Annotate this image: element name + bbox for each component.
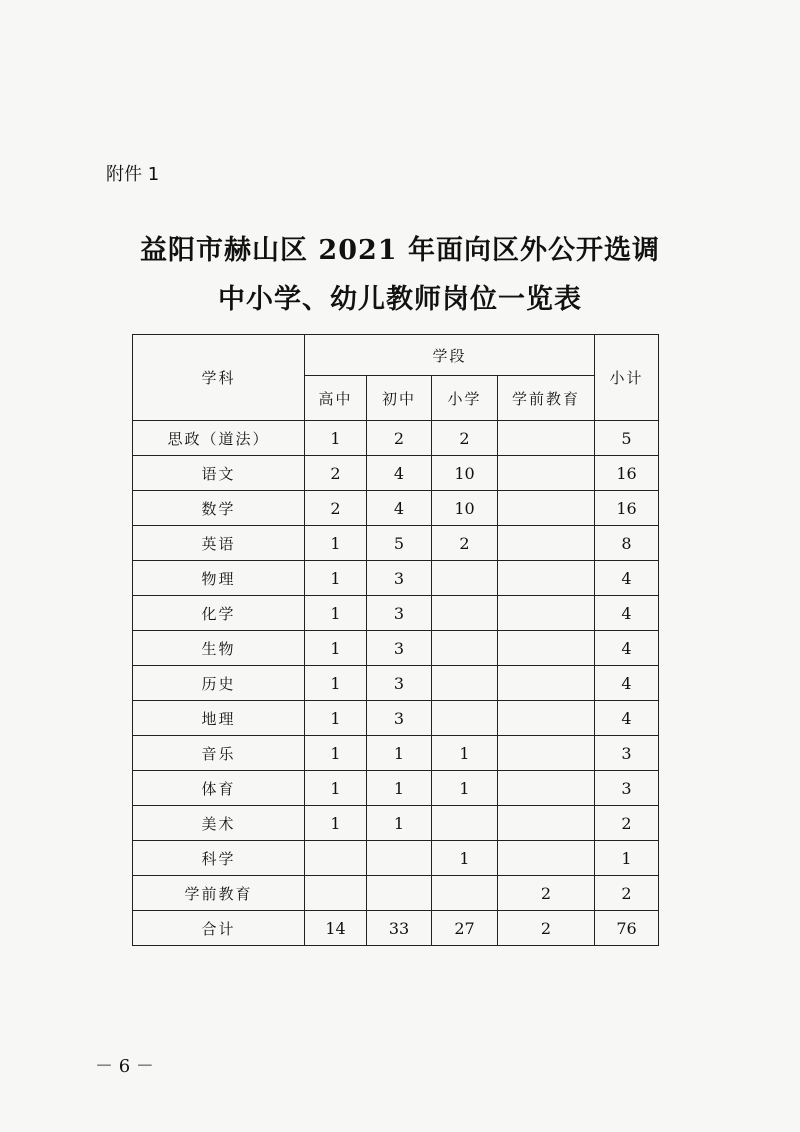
value-cell: 3 [367, 596, 432, 631]
table-row [133, 491, 659, 526]
subject-cell: 生物 [133, 631, 305, 666]
subtotal-cell: 76 [595, 911, 659, 946]
subject-cell: 体育 [133, 771, 305, 806]
value-cell: 1 [305, 736, 367, 771]
stage-header: 学段 [305, 335, 595, 376]
subject-cell: 物理 [133, 561, 305, 596]
page-number: － 6 － [95, 1056, 154, 1077]
value-cell: 3 [367, 561, 432, 596]
stage-col-header: 初中 [367, 376, 432, 421]
stage-col-header: 学前教育 [498, 376, 595, 421]
subtotal-cell: 1 [595, 841, 659, 876]
value-cell [498, 456, 595, 491]
table-row [133, 596, 659, 631]
subject-cell: 思政（道法） [133, 421, 305, 456]
subtotal-cell: 16 [595, 491, 659, 526]
subtotal-cell: 3 [595, 736, 659, 771]
value-cell: 1 [305, 806, 367, 841]
value-cell: 1 [432, 841, 498, 876]
value-cell: 1 [367, 736, 432, 771]
value-cell: 1 [305, 666, 367, 701]
subtotal-cell: 4 [595, 701, 659, 736]
page-title-line2: 中小学、幼儿教师岗位一览表 [218, 284, 582, 315]
value-cell: 3 [367, 666, 432, 701]
value-cell [432, 701, 498, 736]
value-cell: 1 [432, 771, 498, 806]
subtotal-cell: 4 [595, 666, 659, 701]
subject-cell: 英语 [133, 526, 305, 561]
value-cell: 1 [305, 526, 367, 561]
value-cell: 1 [305, 596, 367, 631]
table-row [133, 666, 659, 701]
value-cell [498, 491, 595, 526]
subtotal-cell: 5 [595, 421, 659, 456]
value-cell: 14 [305, 911, 367, 946]
table-row [133, 456, 659, 491]
value-cell: 1 [305, 771, 367, 806]
attachment-label: 附件 1 [106, 164, 160, 185]
value-cell [432, 631, 498, 666]
stage-col-header: 小学 [432, 376, 498, 421]
subtotal-cell: 2 [595, 876, 659, 911]
value-cell: 27 [432, 911, 498, 946]
value-cell: 2 [367, 421, 432, 456]
subject-cell: 学前教育 [133, 876, 305, 911]
positions-table [132, 334, 659, 946]
table-row [133, 841, 659, 876]
stage-col-header: 高中 [305, 376, 367, 421]
value-cell [498, 561, 595, 596]
value-cell: 1 [367, 771, 432, 806]
table-row [133, 701, 659, 736]
value-cell: 2 [432, 526, 498, 561]
subject-cell: 科学 [133, 841, 305, 876]
value-cell: 3 [367, 631, 432, 666]
table-row [133, 771, 659, 806]
value-cell [498, 701, 595, 736]
subject-cell: 合计 [133, 911, 305, 946]
value-cell: 2 [432, 421, 498, 456]
value-cell [498, 631, 595, 666]
table-row [133, 911, 659, 946]
value-cell [305, 841, 367, 876]
subtotal-cell: 4 [595, 631, 659, 666]
value-cell [432, 596, 498, 631]
subtotal-cell: 4 [595, 596, 659, 631]
value-cell [432, 561, 498, 596]
subject-cell: 音乐 [133, 736, 305, 771]
subtotal-cell: 2 [595, 806, 659, 841]
value-cell: 4 [367, 456, 432, 491]
value-cell: 2 [305, 456, 367, 491]
table-row [133, 561, 659, 596]
value-cell [367, 876, 432, 911]
table-row [133, 421, 659, 456]
value-cell: 5 [367, 526, 432, 561]
subtotal-cell: 3 [595, 771, 659, 806]
subtotal-cell: 16 [595, 456, 659, 491]
value-cell: 1 [305, 561, 367, 596]
value-cell [498, 526, 595, 561]
value-cell [432, 806, 498, 841]
subject-header: 学科 [133, 335, 305, 421]
subject-cell: 化学 [133, 596, 305, 631]
value-cell: 1 [305, 631, 367, 666]
table-row [133, 526, 659, 561]
table-row [133, 806, 659, 841]
subject-cell: 美术 [133, 806, 305, 841]
value-cell [305, 876, 367, 911]
subject-cell: 数学 [133, 491, 305, 526]
value-cell: 4 [367, 491, 432, 526]
value-cell [498, 841, 595, 876]
value-cell: 1 [367, 806, 432, 841]
value-cell [498, 666, 595, 701]
value-cell: 1 [305, 701, 367, 736]
value-cell [432, 876, 498, 911]
subtotal-cell: 4 [595, 561, 659, 596]
subject-cell: 地理 [133, 701, 305, 736]
value-cell: 1 [305, 421, 367, 456]
page-title-line1: 益阳市赫山区 2021 年面向区外公开选调 [140, 235, 660, 266]
value-cell [498, 736, 595, 771]
value-cell: 10 [432, 456, 498, 491]
value-cell [432, 666, 498, 701]
table-row [133, 876, 659, 911]
value-cell: 2 [498, 876, 595, 911]
subtotal-cell: 8 [595, 526, 659, 561]
subject-cell: 语文 [133, 456, 305, 491]
value-cell [498, 806, 595, 841]
value-cell: 3 [367, 701, 432, 736]
value-cell [498, 421, 595, 456]
value-cell: 33 [367, 911, 432, 946]
value-cell: 10 [432, 491, 498, 526]
table-row [133, 631, 659, 666]
value-cell [498, 596, 595, 631]
value-cell: 2 [498, 911, 595, 946]
value-cell: 1 [432, 736, 498, 771]
value-cell: 2 [305, 491, 367, 526]
subject-cell: 历史 [133, 666, 305, 701]
subtotal-header: 小计 [595, 335, 659, 421]
value-cell [367, 841, 432, 876]
table-row [133, 736, 659, 771]
table-header-row [133, 335, 659, 376]
value-cell [498, 771, 595, 806]
